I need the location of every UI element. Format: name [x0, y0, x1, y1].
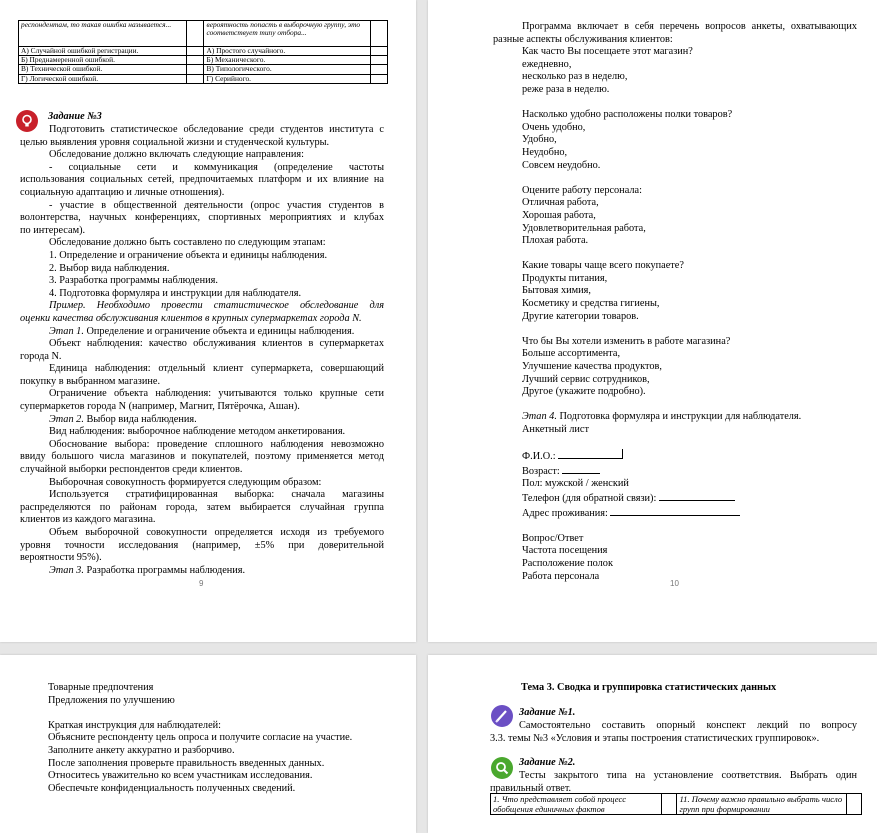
matching-table [490, 793, 862, 815]
table-cell: В) Технической ошибкой. [19, 65, 187, 74]
page-11 [0, 655, 416, 833]
table-cell: вероятность попасть в выборочную группу, это соответствует типу отбора... [204, 21, 370, 47]
phone-blank [659, 491, 735, 501]
table-cell: В) Типологического. [204, 65, 370, 74]
table-cell: 1. Что представляет собой процесс обобщения единичных фактов [491, 794, 662, 815]
page-number: 10 [670, 579, 679, 588]
address-blank [610, 506, 740, 516]
table-row [19, 74, 388, 83]
table-row [19, 65, 388, 74]
test-table [18, 20, 388, 84]
section-heading: Тема 3. Сводка и группировка статистических данных [521, 682, 777, 693]
table-cell: 11. Почему важно правильно выбрать число групп при формировании [677, 794, 846, 815]
table-cell: Г) Серийного. [204, 74, 370, 83]
table-row [491, 794, 862, 815]
page-number: 9 [199, 579, 204, 588]
table-row [19, 21, 388, 47]
page-9-body: Подготовить статистическое обследование среди студентов института с целью выявления уровня социальной жизни и студенческой культуры. Обследование должно включать следующие направления: - социальные сети и коммуникация (определение частоты использования социальных сетей, предпочитаемых платформ и их влияние на социальную адаптацию и личные отношения). - участие в общественной деятельности (опрос участия студентов в волонтерства, научных конференциях, спортивных мероприятиях и клубах по интересам). Обследование должно быть составлено по следующим этапам: 1. Определение и ограничение объекта и единицы наблюдения. 2. Выбор вида наблюдения. 3. Разработка программы наблюдения. 4. Подготовка формуляра и инструкции для наблюдателя. Пример. Необходимо провести статистическое обследование для оценки качества обслуживания клиентов в крупных супермаркетах города N. Этап 1. Определение и ограничение объекта и единицы наблюдения. Объект наблюдения: качество обслуживания клиентов в супермаркетах города N. Единица наблюдения: отдельный клиент супермаркета, совершающий покупку в выбранном магазине. Ограничение объекта наблюдения: учитываются только крупные сети супермаркетов города N (например, Магнит, Пятёрочка, Ашан). Этап 2. Выбор вида наблюдения. Вид наблюдения: выборочное наблюдение методом анкетирования. Обоснование выбора: проведение сплошного наблюдения невозможно ввиду большого числа магазинов и покупателей, поэтому применяется метод случайной выборки респондентов среди клиентов. Выборочная совокупность формируется следующим образом: Используется стратифицированная выборка: сначала магазины распределяются по районам города, затем выбирается случайная группа клиентов из каждого магазина. Объем выборочной совокупности определяется исходя из требуемого уровня точности исследования (например, ±5% при доверительной вероятности 95%). Этап 3. Разработка программы наблюдения. [20, 124, 384, 576]
page-10 [428, 0, 877, 642]
page-10-body: Программа включает в себя перечень вопросов анкеты, охватывающих разные аспекты обслуживания клиентов: Как часто Вы посещаете этот магазин? ежедневно, несколько раз в неделю, реже раза в неделю. Насколько удобно расположены полки товаров? Очень удобно, Удобно, Неудобно, Совсем неудобно. Оцените работу персонала: Отличная работа, Хорошая работа, Удовлетворительная работа, Плохая работа. Какие товары чаще всего покупаете? Продукты питания, Бытовая химия, Косметику и средства гигиены, Другие категории товаров. Что бы Вы хотели изменить в работе магазина? Больше ассортимента, Улучшение качества продуктов, Лучший сервис сотрудников, Другое (укажите подробно). Этап 4. Подготовка формуляра и инструкции для наблюдателя. Анкетный лист Ф.И.О.: Возраст: Пол: мужской / женский Телефон (для обратной связи): Адрес проживания: Вопрос/Ответ Частота посещения Расположение полок Работа персонала [493, 21, 857, 582]
page-12 [428, 655, 877, 833]
fio-blank [558, 449, 623, 459]
task-title: Задание №3 [48, 111, 102, 122]
task-title: Задание №2. [519, 757, 576, 768]
page-9 [0, 0, 416, 642]
page-11-body: Товарные предпочтения Предложения по улучшению Краткая инструкция для наблюдателей: Объясните респонденту цель опроса и получите согласие на участие. Заполните анкету аккуратно и разборчиво. После заполнения проверьте правильность введенных данных. Относитесь уважительно ко всем участникам исследования. Обеспечьте конфиденциальность полученных сведений. [48, 682, 353, 794]
table-cell: А) Простого случайного. [204, 47, 370, 56]
table-cell: Б) Механического. [204, 56, 370, 65]
table-cell: Б) Преднамеренной ошибкой. [19, 56, 187, 65]
table-cell: Г) Логической ошибкой. [19, 74, 187, 83]
table-cell: респондентам, то такая ошибка называется... [19, 21, 187, 47]
task2-body: Тесты закрытого типа на установление соответствия. Выбрать один правильный ответ. [490, 770, 857, 794]
table-cell: А) Случайной ошибкой регистрации. [19, 47, 187, 56]
task-title: Задание №1. [519, 707, 576, 718]
task1-body: Самостоятельно составить опорный конспект лекций по вопросу 3.3. темы №3 «Условия и этапы построения статистических группировок». [490, 720, 857, 744]
age-blank [562, 464, 600, 474]
